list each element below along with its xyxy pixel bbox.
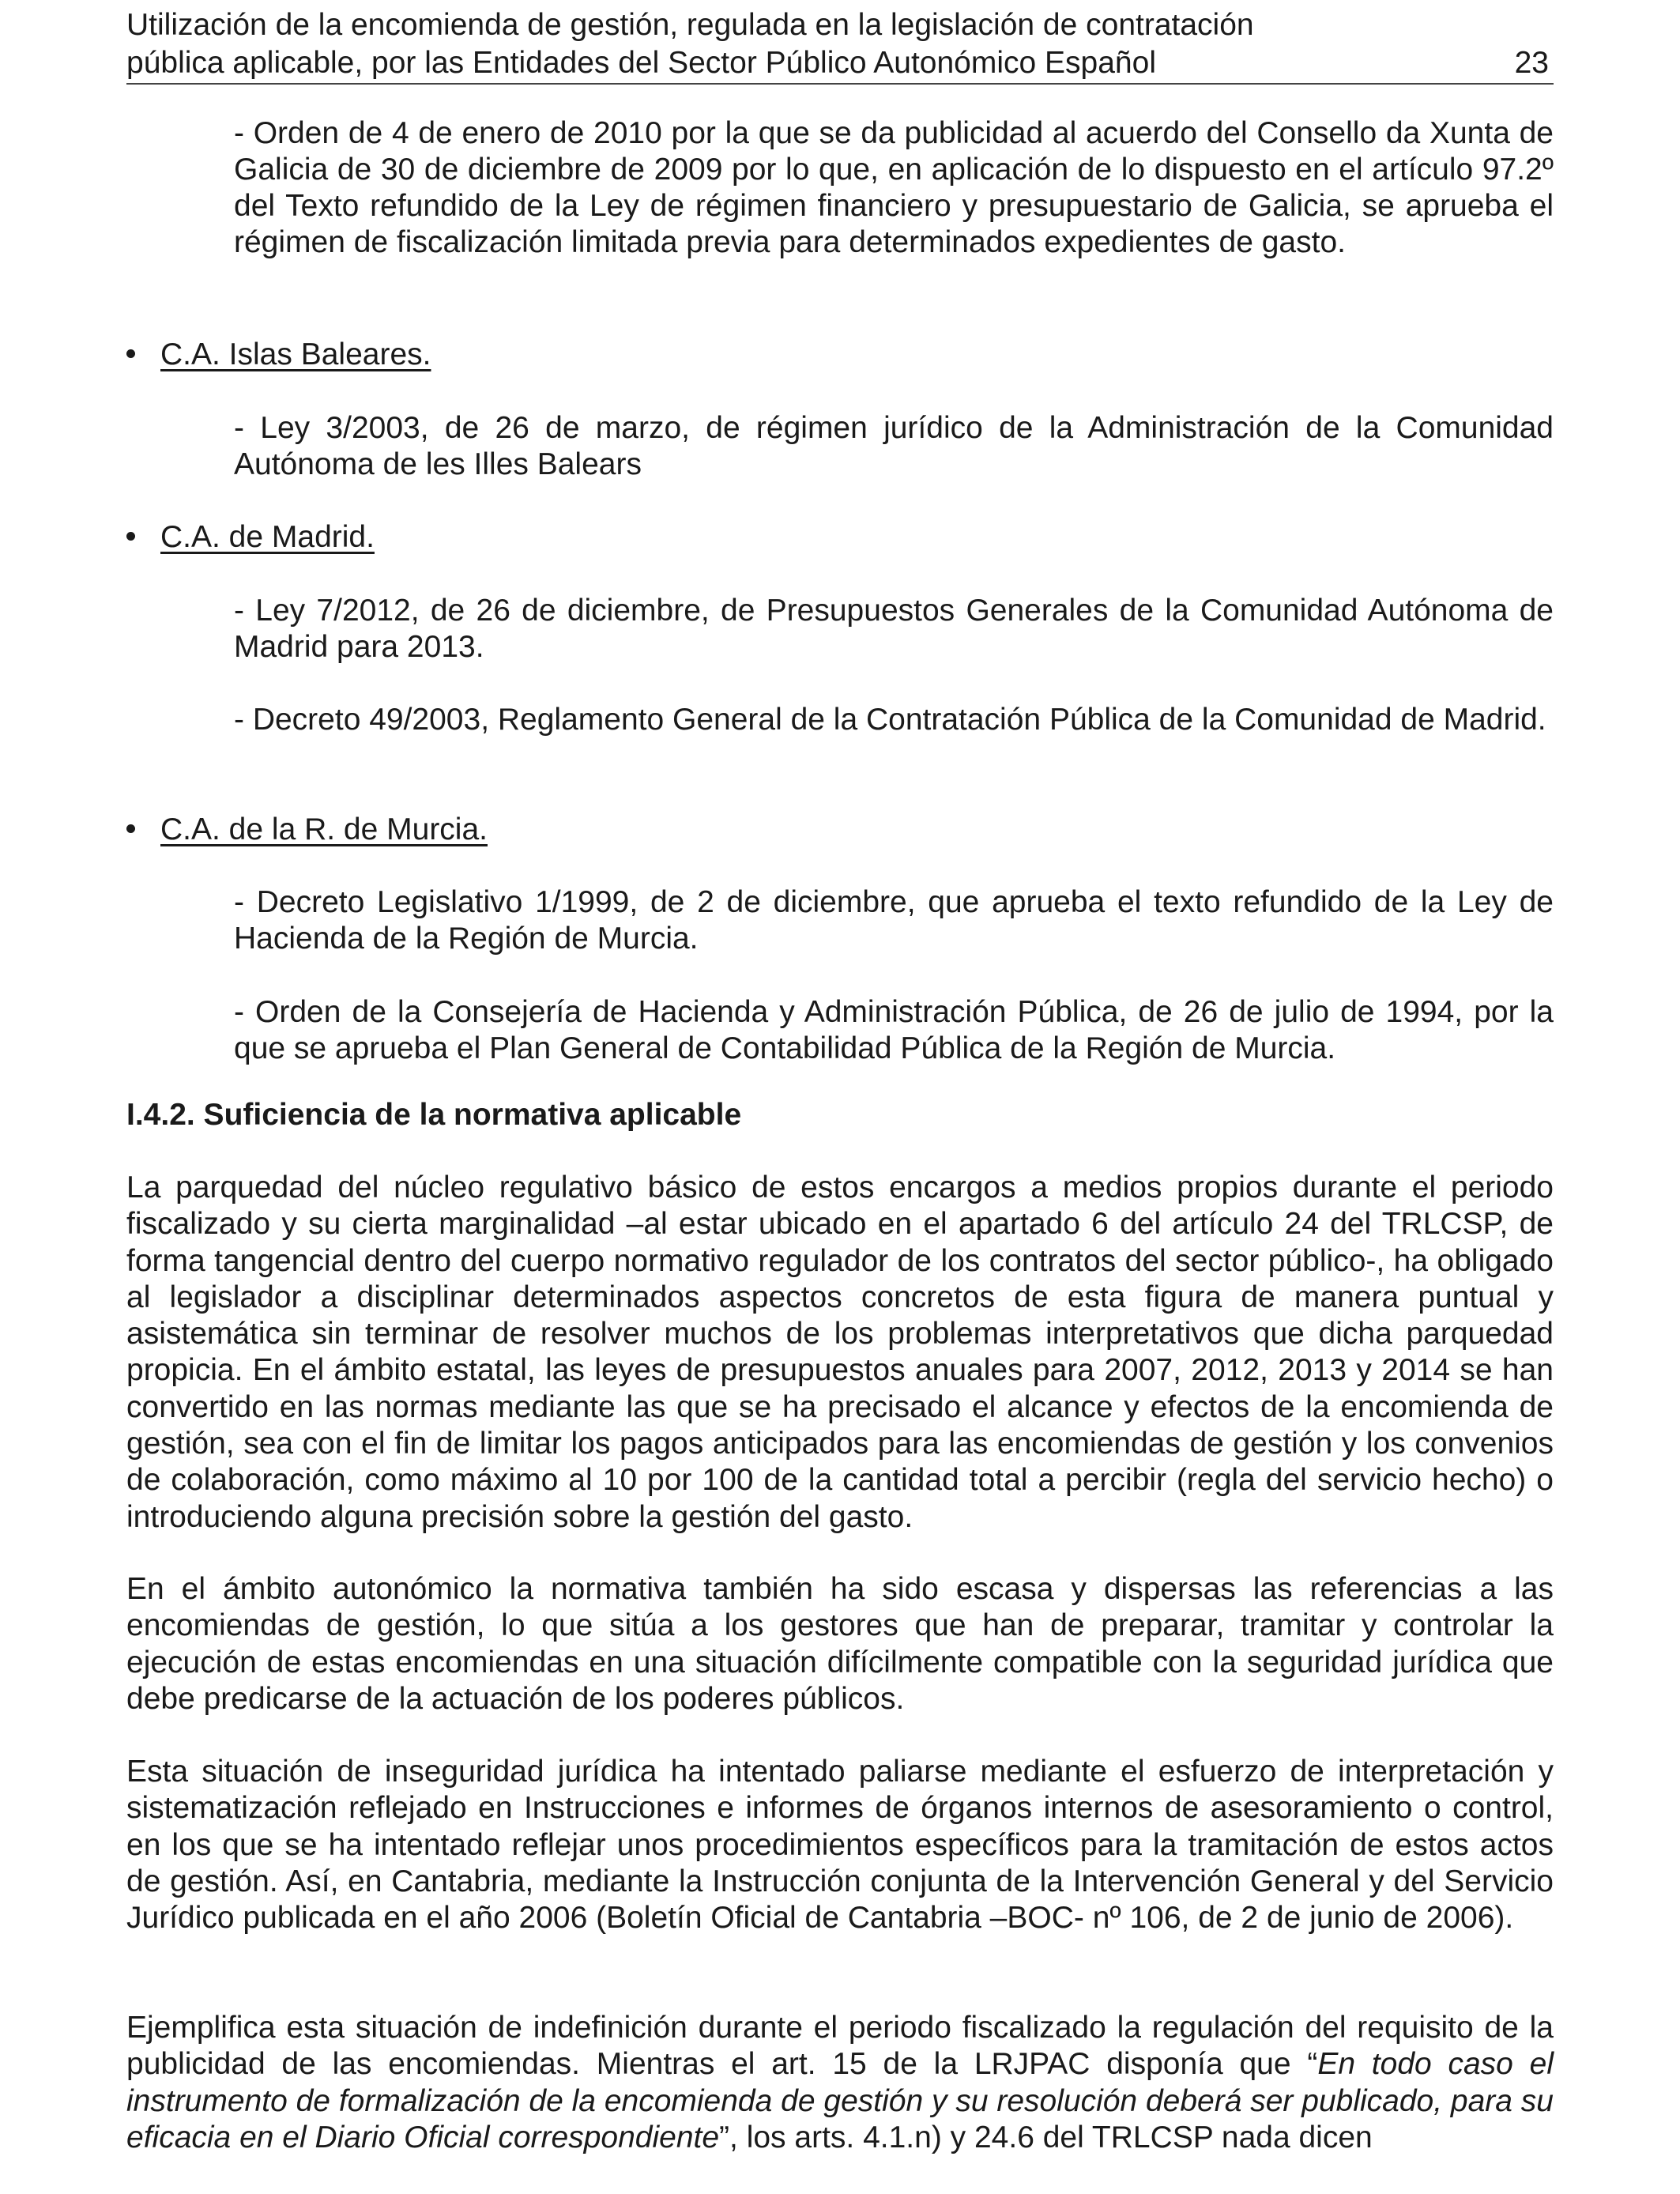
bullet-title-baleares: C.A. Islas Baleares. <box>160 337 431 371</box>
page-number: 23 <box>1514 46 1549 80</box>
body-paragraph-3: Esta situación de inseguridad jurídica ha intentado paliarse mediante el esfuerzo de interpretación y sistematización reflejado en Instrucciones e informes de órganos internos de asesoramiento o control, en los que se ha intentado reflejar unos procedimientos específicos para la tramitación de estos actos de gestión. Así, en Cantabria, mediante la Instrucción conjunta de la Intervención General y del Servicio Jurídico publicada en el año 2006 (Boletín Oficial de Cantabria –BOC- nº 106, de 2 de junio de 2006). <box>126 1755 1554 1936</box>
bullet-dot <box>126 532 135 541</box>
madrid-item-1: - Ley 7/2012, de 26 de diciembre, de Presupuestos Generales de la Comunidad Autónoma de Madrid para 2013. <box>234 594 1554 664</box>
galicia-order-item: - Orden de 4 de enero de 2010 por la que se da publicidad al acuerdo del Consello da Xunta de Galicia de 30 de diciembre de 2009 por lo que, en aplicación de lo dispuesto en el artículo 97.2º del Texto refundido de la Ley de régimen financiero y presupuestario de Galicia, se aprueba el régimen de fiscalización limitada previa para determinados expedientes de gasto. <box>234 116 1554 259</box>
paragraph-4-text-end: ”, los arts. 4.1.n) y 24.6 del TRLCSP nada dicen <box>719 2120 1373 2154</box>
murcia-item-2: - Orden de la Consejería de Hacienda y Administración Pública, de 26 de julio de 1994, por la que se aprueba el Plan General de Contabilidad Pública de la Región de Murcia. <box>234 995 1554 1065</box>
body-paragraph-2: En el ámbito autonómico la normativa también ha sido escasa y dispersas las referencias a las encomiendas de gestión, lo que sitúa a los gestores que han de preparar, tramitar y controlar la ejecución de estas encomiendas en una situación difícilmente compatible con la seguridad jurídica que debe predicarse de la actuación de los poderes públicos. <box>126 1572 1554 1716</box>
body-paragraph-1: La parquedad del núcleo regulativo básico de estos encargos a medios propios durante el periodo fiscalizado y su cierta marginalidad –al estar ubicado en el apartado 6 del artículo 24 del TRLCSP, de forma tangencial dentro del cuerpo normativo regulador de los contratos del sector público-, ha obligado al legislador a disciplinar determinados aspectos concretos de esta figura de manera puntual y asistemática sin terminar de resolver muchos de los problemas interpretativos que dicha parquedad propicia. En el ámbito estatal, las leyes de presupuestos anuales para 2007, 2012, 2013 y 2014 se han convertido en las normas mediante las que se ha precisado el alcance y efectos de la encomienda de gestión, sea con el fin de limitar los pagos anticipados para las encomiendas de gestión y los convenios de colaboración, como máximo al 10 por 100 de la cantidad total a percibir (regla del servicio hecho) o introduciendo alguna precisión sobre la gestión del gasto. <box>126 1171 1554 1534</box>
quoted-legal-text: En todo caso el instrumento de formalización de la encomienda de gestión y su resolución deberá ser publicado, para su eficacia en el Diario Oficial correspondiente <box>126 2047 1554 2154</box>
header-title-line-1: Utilización de la encomienda de gestión, regulada en la legislación de contratación <box>126 8 1254 42</box>
section-heading: I.4.2. Suficiencia de la normativa aplicable <box>126 1098 742 1132</box>
body-paragraph-4 <box>126 2010 1554 2156</box>
bullet-madrid <box>126 519 375 556</box>
madrid-item-2: - Decreto 49/2003, Reglamento General de la Contratación Pública de la Comunidad de Madrid. <box>234 703 1546 737</box>
bullet-title-murcia: C.A. de la R. de Murcia. <box>160 812 488 846</box>
bullet-baleares <box>126 337 431 373</box>
baleares-item-1: - Ley 3/2003, de 26 de marzo, de régimen jurídico de la Administración de la Comunidad Autónoma de les Illes Balears <box>234 411 1554 481</box>
bullet-murcia <box>126 812 488 848</box>
bullet-dot <box>126 824 135 833</box>
header-title-line-2: pública aplicable, por las Entidades del Sector Público Autonómico Español <box>126 46 1156 80</box>
bullet-title-madrid: C.A. de Madrid. <box>160 520 375 554</box>
murcia-item-1: - Decreto Legislativo 1/1999, de 2 de diciembre, que aprueba el texto refundido de la Ley de Hacienda de la Región de Murcia. <box>234 885 1554 956</box>
paragraph-4-text-start: Ejemplifica esta situación de indefinición durante el periodo fiscalizado la regulación del requisito de la publicidad de las encomiendas. Mientras el art. 15 de la LRJPAC disponía que “ <box>126 2011 1554 2082</box>
bullet-dot <box>126 349 135 358</box>
page-header <box>126 6 1549 82</box>
header-divider <box>126 83 1554 85</box>
